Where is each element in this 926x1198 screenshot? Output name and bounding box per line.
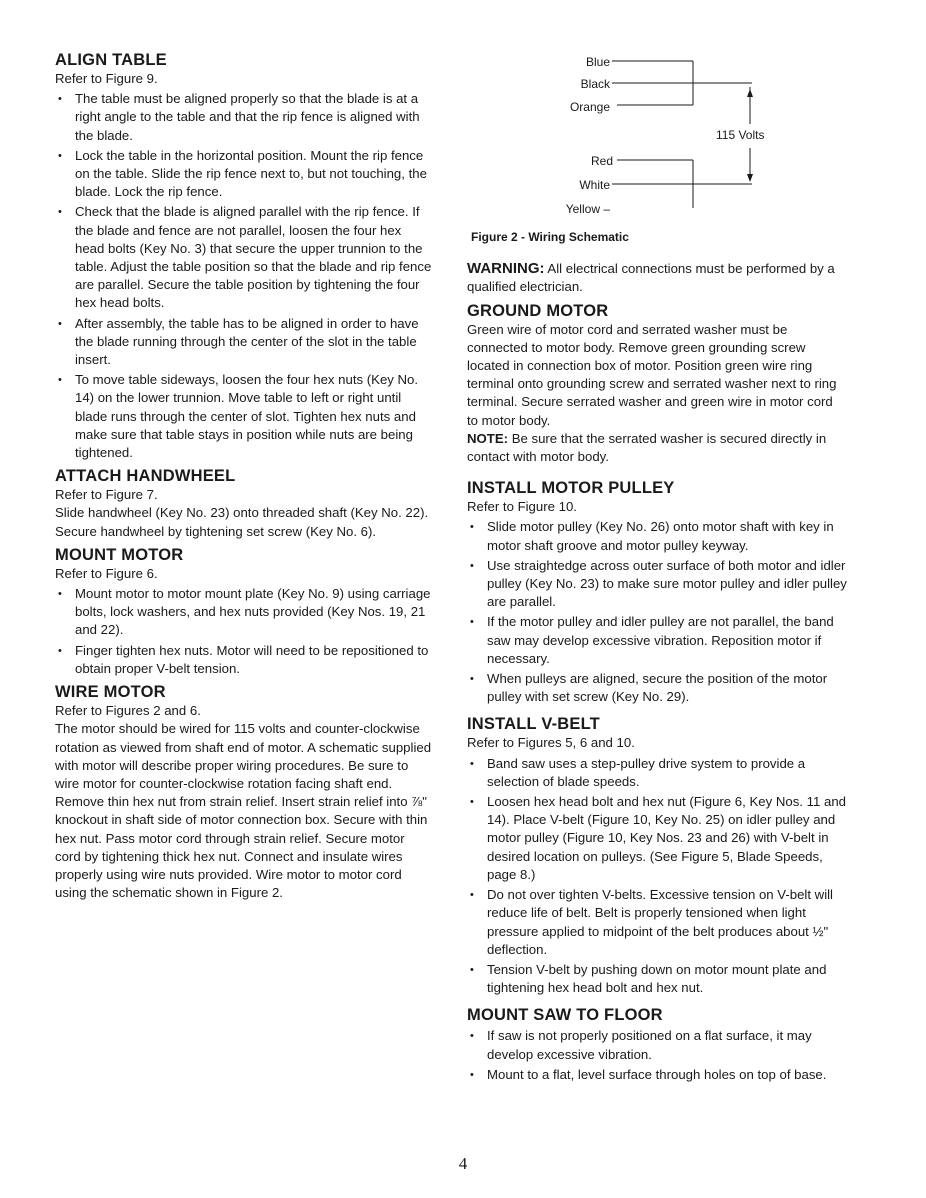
wire-label-white: White — [579, 178, 610, 192]
left-column — [55, 50, 433, 902]
wiring-schematic — [467, 50, 847, 228]
section-title: MOUNT MOTOR — [55, 545, 184, 564]
list-item: • If the motor pulley and idler pulley are not parallel, the band saw may develop excessive vibration. Reposition motor if necessary. — [467, 613, 847, 668]
bullet-list — [467, 1027, 847, 1084]
list-item: • To move table sideways, loosen the four hex nuts (Key No. 14) on the lower trunnion. Move table to left or right until blade runs through the center of slot. Tighten hex nuts and make sure that table stays in position while nuts are being tightened. — [55, 371, 433, 462]
figure-reference: Refer to Figures 2 and 6. — [55, 703, 201, 719]
warning-label: WARNING: — [467, 260, 545, 278]
wire-label-yellow: Yellow – — [565, 202, 610, 216]
section-title: INSTALL V-BELT — [467, 715, 600, 734]
list-item: • The table must be aligned properly so that the blade is at a right angle to the table and that the rip fence is aligned with the blade. — [55, 90, 433, 145]
warning-text: All electrical connections must be performed by a qualified electrician. — [467, 261, 835, 295]
bullet-list — [467, 755, 847, 998]
figure-caption: Figure 2 - Wiring Schematic — [471, 230, 629, 244]
section-wire-motor — [55, 682, 433, 902]
section-title: ATTACH HANDWHEEL — [55, 467, 236, 486]
list-item: • If saw is not properly positioned on a flat surface, it may develop excessive vibration. — [467, 1027, 847, 1063]
figure-reference: Refer to Figures 5, 6 and 10. — [467, 735, 635, 751]
section-mount-motor — [55, 545, 433, 678]
list-item: • Mount motor to motor mount plate (Key No. 9) using carriage bolts, lock washers, and hex nuts provided (Key Nos. 19, 21 and 22). — [55, 585, 433, 640]
voltage-label: 115 Volts — [716, 128, 765, 142]
wire-label-red: Red — [590, 154, 613, 168]
paragraph: Green wire of motor cord and serrated washer must be connected to motor body. Remove green grounding screw located in connection box of motor. Position green wire ring terminal onto grounding screw and serrated washer next to ring terminal. Secure serrated washer and green wire in motor cord to motor body. — [467, 321, 837, 428]
section-ground-motor — [467, 301, 847, 467]
note-paragraph — [467, 430, 847, 466]
figure-reference: Refer to Figure 7. — [55, 487, 158, 503]
section-align-table — [55, 50, 433, 462]
paragraph: Remove thin hex nut from strain relief. Insert strain relief into ⅞" knockout in shaft side of motor connection box. Secure with thin hex nut. Pass motor cord through strain relief. Secure motor cord by tightening thick hex nut. Connect and insulate wires properly using wire nuts provided. Wire motor to motor cord using the schematic shown in Figure 2. — [55, 794, 428, 901]
list-item: • Slide motor pulley (Key No. 26) onto motor shaft with key in motor shaft groove and motor pulley keyway. — [467, 518, 847, 554]
section-mount-saw-to-floor — [467, 1005, 847, 1084]
list-item: • Tension V-belt by pushing down on motor mount plate and tightening hex head bolt and hex nut. — [467, 961, 847, 997]
bullet-list — [55, 585, 433, 678]
figure-reference: Refer to Figure 10. — [467, 499, 577, 515]
list-item: • Finger tighten hex nuts. Motor will need to be repositioned to obtain proper V-belt tension. — [55, 642, 433, 678]
section-install-motor-pulley — [467, 478, 847, 706]
wire-label-blue: Blue — [585, 55, 610, 69]
section-title: WIRE MOTOR — [55, 683, 166, 702]
wire-label-black: Black — [580, 77, 610, 91]
section-title: GROUND MOTOR — [467, 301, 609, 320]
paragraph: Slide handwheel (Key No. 23) onto threaded shaft (Key No. 22). Secure handwheel by tightening set screw (Key No. 6). — [55, 505, 429, 539]
wire-label-orange: Orange — [569, 100, 610, 114]
list-item: • After assembly, the table has to be aligned in order to have the blade running through the center of the slot in the table insert. — [55, 315, 433, 370]
note-text: Be sure that the serrated washer is secured directly in contact with motor body. — [467, 430, 827, 465]
list-item: • Do not over tighten V-belts. Excessive tension on V-belt will reduce life of belt. Belt is properly tensioned when light pressure applied to midpoint of the belt produces about ½" deflection. — [467, 886, 847, 959]
list-item: • Use straightedge across outer surface of both motor and idler pulley (Key No. 23) to make sure motor pulley and idler pulley are parallel. — [467, 557, 847, 612]
list-item: • Mount to a flat, level surface through holes on top of base. — [467, 1066, 847, 1084]
page-number: 4 — [458, 1154, 468, 1173]
bullet-list — [55, 90, 433, 462]
section-title: ALIGN TABLE — [55, 51, 167, 69]
section-install-vbelt — [467, 714, 847, 997]
figure-reference: Refer to Figure 9. — [55, 71, 158, 86]
list-item: • Lock the table in the horizontal position. Mount the rip fence on the table. Slide the rip fence next to, but not touching, the blade. Lock the rip fence. — [55, 147, 433, 202]
warning-paragraph — [467, 260, 847, 296]
paragraph: The motor should be wired for 115 volts and counter-clockwise rotation as viewed from shaft end of motor. A schematic supplied with motor will describe proper wiring procedures. Be sure to wire motor for counter-clockwise rotation facing shaft end. — [55, 721, 432, 791]
list-item: • When pulleys are aligned, secure the position of the motor pulley with set screw (Key No. 29). — [467, 670, 847, 706]
section-title: INSTALL MOTOR PULLEY — [467, 479, 675, 498]
note-label: NOTE: — [467, 430, 509, 446]
bullet-list — [467, 518, 847, 706]
list-item: • Check that the blade is aligned parallel with the rip fence. If the blade and fence are not parallel, loosen the four hex head bolts (Key No. 3) that secure the upper trunnion to the table. Adjust the table position so that the blade and rip fence are parallel. Secure the table position by tightening the four hex head bolts. — [55, 203, 433, 312]
list-item: • Loosen hex head bolt and hex nut (Figure 6, Key Nos. 11 and 14). Place V-belt (Figure 10, Key No. 25) on idler pulley and motor pulley (Figure 10, Key Nos. 23 and 26) with V-belt in desired location on pulleys. (See Figure 5, Blade Speeds, page 8.) — [467, 793, 847, 884]
figure-reference: Refer to Figure 6. — [55, 565, 158, 581]
right-column — [467, 50, 847, 1084]
section-title: MOUNT SAW TO FLOOR — [467, 1006, 663, 1025]
section-attach-handwheel — [55, 466, 433, 541]
list-item: • Band saw uses a step-pulley drive system to provide a selection of blade speeds. — [467, 755, 847, 791]
